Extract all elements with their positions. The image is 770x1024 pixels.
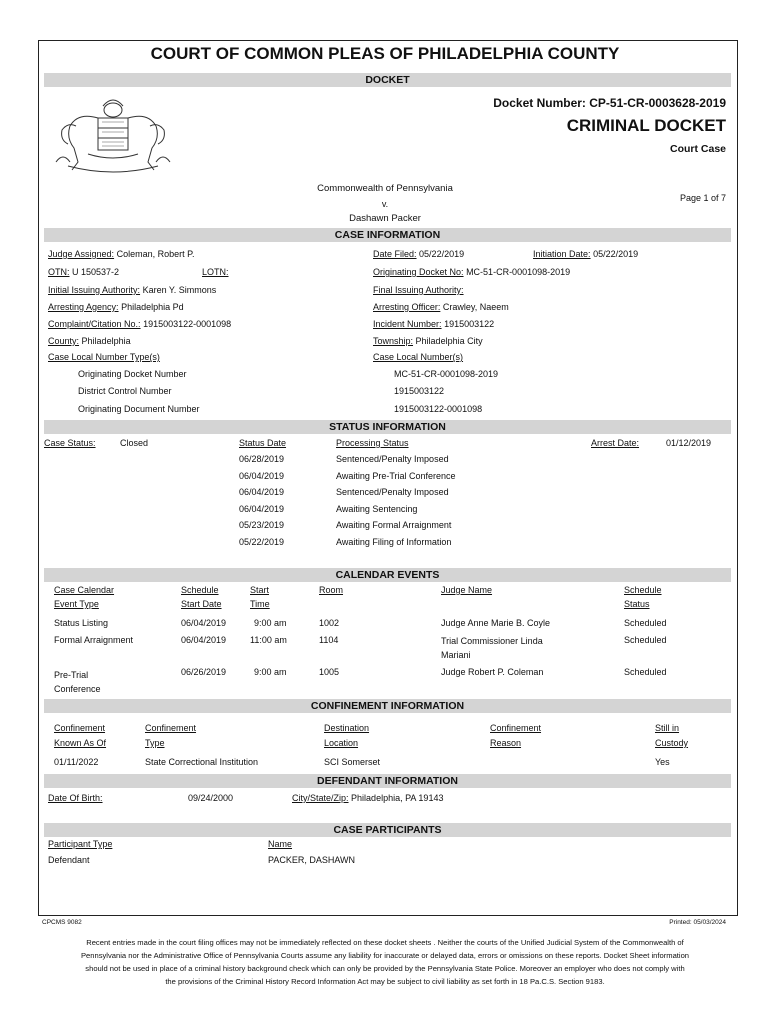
- status-row-status: Awaiting Sentencing: [336, 504, 418, 514]
- docket-number: Docket Number: CP-51-CR-0003628-2019: [493, 96, 726, 110]
- county-value: Philadelphia: [81, 336, 131, 346]
- calendar-status: Scheduled: [624, 635, 667, 645]
- case-status-label: Case Status:: [44, 438, 96, 448]
- calendar-start-date: 06/04/2019: [181, 635, 227, 645]
- otn: [48, 267, 119, 277]
- status-information-bar: STATUS INFORMATION: [44, 420, 731, 434]
- calendar-room: 1002: [319, 618, 340, 628]
- local-number: MC-51-CR-0001098-2019: [394, 369, 499, 379]
- col-confinement-known: Confinement: [54, 723, 106, 733]
- arresting-agency: [48, 302, 184, 312]
- col-confinement-type: Type: [145, 738, 165, 748]
- printed-date: Printed: 05/03/2024: [669, 919, 726, 926]
- col-still-in-custody: Custody: [655, 738, 689, 748]
- date-filed-label: Date Filed:: [373, 249, 417, 259]
- calendar-status: Scheduled: [624, 667, 667, 677]
- incident-number: [373, 319, 494, 329]
- township: [373, 336, 483, 346]
- status-row-date: 06/04/2019: [239, 504, 285, 514]
- lotn-label: LOTN:: [202, 267, 229, 277]
- col-destination: Destination: [324, 723, 370, 733]
- status-row-date: 06/04/2019: [239, 471, 285, 481]
- complaint-value: 1915003122-0001098: [143, 319, 232, 329]
- status-date-header: Status Date: [239, 438, 287, 448]
- initiation-label: Initiation Date:: [533, 249, 591, 259]
- case-information-bar: CASE INFORMATION: [44, 228, 731, 242]
- pennsylvania-coat-of-arms-icon: [48, 92, 178, 177]
- initial-auth-label: Initial Issuing Authority:: [48, 285, 141, 295]
- calendar-room: 1104: [319, 635, 339, 645]
- defendant-information-bar: DEFENDANT INFORMATION: [44, 774, 731, 788]
- form-id: CPCMS 9082: [42, 919, 82, 926]
- originating-docket: [373, 267, 570, 277]
- date-filed: [373, 249, 464, 259]
- status-row-status: Awaiting Filing of Information: [336, 537, 452, 547]
- city-value: Philadelphia, PA 19143: [351, 793, 444, 803]
- county: [48, 336, 131, 346]
- judge-assigned: [48, 249, 194, 259]
- arresting-agency-label: Arresting Agency:: [48, 302, 119, 312]
- initiation-value: 05/22/2019: [593, 249, 639, 259]
- status-row-date: 06/04/2019: [239, 487, 285, 497]
- local-number: 1915003122-0001098: [394, 404, 483, 414]
- arresting-officer-label: Arresting Officer:: [373, 302, 441, 312]
- township-value: Philadelphia City: [415, 336, 483, 346]
- calendar-judge: Trial Commissioner Linda: [441, 636, 543, 646]
- processing-status-header: Processing Status: [336, 438, 409, 448]
- status-row-date: 05/22/2019: [239, 537, 285, 547]
- destination-value: SCI Somerset: [324, 757, 381, 767]
- judge-value: Coleman, Robert P.: [116, 249, 195, 259]
- col-schedule-date: Start Date: [181, 599, 222, 609]
- participant-type: Defendant: [48, 855, 90, 865]
- still-in-custody-value: Yes: [655, 757, 670, 767]
- arrest-date-label: Arrest Date:: [591, 438, 640, 448]
- otn-label: OTN:: [48, 267, 70, 277]
- col-participant-type: Participant Type: [48, 839, 113, 849]
- docket-bar: DOCKET: [44, 73, 731, 87]
- orig-docket-value: MC-51-CR-0001098-2019: [466, 267, 571, 277]
- county-label: County:: [48, 336, 80, 346]
- case-participants-bar: CASE PARTICIPANTS: [44, 823, 731, 837]
- arresting-officer: [373, 302, 509, 312]
- col-schedule-status: Schedule: [624, 585, 662, 595]
- initial-auth-value: Karen Y. Simmons: [142, 285, 217, 295]
- col-destination: Location: [324, 738, 359, 748]
- arresting-officer-value: Crawley, Naeem: [442, 302, 509, 312]
- status-row-status: Sentenced/Penalty Imposed: [336, 487, 449, 497]
- status-row-status: Awaiting Formal Arraignment: [336, 520, 452, 530]
- calendar-event-type: Status Listing: [54, 618, 109, 628]
- disclaimer: Recent entries made in the court filing offices may not be immediately reflected on these docket sheets . Neither the courts of the Unified Judicial System of the Commonwealth of Pennsylvania nor the Administrative Office of Pennsylvania Courts assume any liability for inaccurate or delayed data, errors or omissions on these reports. Docket Sheet information should not be used in place of a criminal history background check which can only be provided by the Pennsylvania State Police. Moreover an employer who does not comply with the provisions of the Criminal History Record Information Act may be subject to civil liability as set forth in 18 Pa.C.S. Section 9183.: [80, 938, 690, 986]
- col-event-type: Event Type: [54, 599, 99, 609]
- local-number: 1915003122: [394, 386, 445, 396]
- calendar-events-bar: CALENDAR EVENTS: [44, 568, 731, 582]
- local-number-type-label: Case Local Number Type(s): [48, 352, 160, 362]
- local-number-type: Originating Document Number: [78, 404, 200, 414]
- dob-value: 09/24/2000: [188, 793, 234, 803]
- incident-label: Incident Number:: [373, 319, 442, 329]
- initial-issuing-authority: [48, 285, 216, 295]
- confinement-type-value: State Correctional Institution: [145, 757, 259, 767]
- arresting-agency-value: Philadelphia Pd: [121, 302, 184, 312]
- incident-value: 1915003122: [444, 319, 495, 329]
- calendar-event-type: Formal Arraignment: [54, 635, 134, 645]
- status-row-status: Awaiting Pre-Trial Conference: [336, 471, 456, 481]
- col-schedule-status: Status: [624, 599, 650, 609]
- col-start-time: Start: [250, 585, 270, 595]
- caption-commonwealth: Commonwealth of Pennsylvania: [317, 183, 453, 194]
- calendar-judge: Mariani: [441, 650, 471, 660]
- calendar-start-date: 06/26/2019: [181, 667, 227, 677]
- complaint-label: Complaint/Citation No.:: [48, 319, 141, 329]
- status-row-date: 05/23/2019: [239, 520, 285, 530]
- caption-defendant: Dashawn Packer: [349, 213, 421, 224]
- city-state-zip: [292, 793, 443, 803]
- initiation-date: [533, 249, 638, 259]
- date-filed-value: 05/22/2019: [419, 249, 465, 259]
- docket-type: CRIMINAL DOCKET: [566, 116, 726, 135]
- calendar-start-date: 06/04/2019: [181, 618, 227, 628]
- otn-value: U 150537-2: [72, 267, 120, 277]
- case-status-value: Closed: [120, 438, 149, 448]
- local-number-type: Originating Docket Number: [78, 369, 187, 379]
- col-start-time: Time: [250, 599, 270, 609]
- local-number-label: Case Local Number(s): [373, 352, 464, 362]
- calendar-judge: Judge Robert P. Coleman: [441, 667, 544, 677]
- col-schedule-date: Schedule: [181, 585, 219, 595]
- col-event-type: Case Calendar: [54, 585, 115, 595]
- calendar-judge: Judge Anne Marie B. Coyle: [441, 618, 551, 628]
- calendar-start-time: 9:00 am: [254, 618, 287, 628]
- col-participant-name: Name: [268, 839, 293, 849]
- calendar-event-type: Pre-Trial: [54, 670, 89, 680]
- status-row-date: 06/28/2019: [239, 454, 285, 464]
- judge-label: Judge Assigned:: [48, 249, 115, 259]
- status-row-status: Sentenced/Penalty Imposed: [336, 454, 449, 464]
- court-case-label: Court Case: [669, 143, 726, 155]
- city-label: City/State/Zip:: [292, 793, 349, 803]
- col-judge-name: Judge Name: [441, 585, 493, 595]
- caption-versus: v.: [381, 199, 389, 209]
- final-auth-label: Final Issuing Authority:: [373, 285, 464, 295]
- confinement-information-bar: CONFINEMENT INFORMATION: [44, 699, 731, 713]
- col-still-in-custody: Still in: [655, 723, 680, 733]
- col-confinement-type: Confinement: [145, 723, 197, 733]
- township-label: Township:: [373, 336, 414, 346]
- page-number: Page 1 of 7: [679, 193, 726, 203]
- col-confinement-reason: Reason: [490, 738, 522, 748]
- orig-docket-label: Originating Docket No:: [373, 267, 464, 277]
- calendar-event-type: Conference: [54, 684, 101, 694]
- local-number-type: District Control Number: [78, 386, 172, 396]
- calendar-start-time: 9:00 am: [254, 667, 287, 677]
- participant-name: PACKER, DASHAWN: [268, 855, 356, 865]
- complaint-citation: [48, 319, 231, 329]
- confinement-known-value: 01/11/2022: [54, 757, 99, 767]
- col-room: Room: [319, 585, 344, 595]
- col-confinement-known: Known As Of: [54, 738, 107, 748]
- dob-label: Date Of Birth:: [48, 793, 103, 803]
- calendar-status: Scheduled: [624, 618, 667, 628]
- court-title: COURT OF COMMON PLEAS OF PHILADELPHIA COUNTY: [150, 44, 620, 63]
- arrest-date-value: 01/12/2019: [666, 438, 712, 448]
- col-confinement-reason: Confinement: [490, 723, 542, 733]
- calendar-start-time: 11:00 am: [250, 635, 287, 645]
- calendar-room: 1005: [319, 667, 340, 677]
